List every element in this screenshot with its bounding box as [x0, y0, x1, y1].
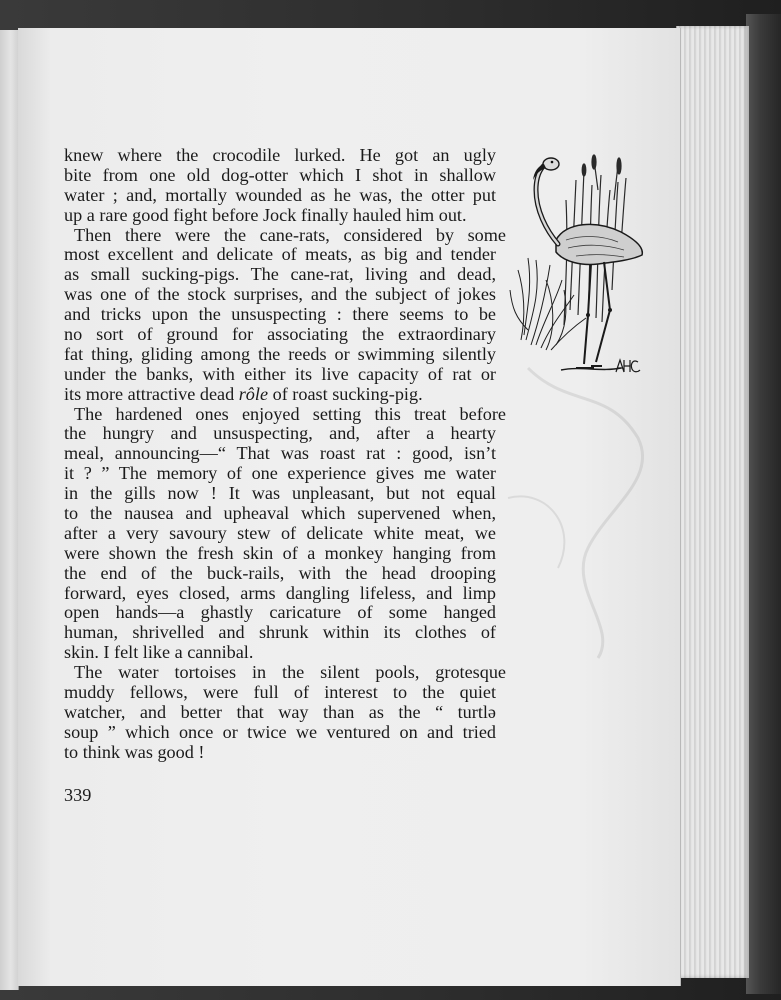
- text-line: as small sucking-pigs. The cane-rat, living and dead,: [64, 264, 496, 285]
- text-line: no sort of ground for associating the extraordinary: [64, 324, 496, 345]
- text-line: knew where the crocodile lurked. He got an ugly: [64, 145, 496, 165]
- text-line: skin. I felt like a cannibal.: [64, 642, 254, 663]
- text-line: it ? ” The memory of one experience gives me water: [64, 463, 496, 484]
- text-line: to the nausea and upheaval which supervened when,: [64, 503, 496, 524]
- book-page: [18, 28, 681, 986]
- grass-clump-icon: [510, 258, 586, 350]
- text-line: meal, announcing—“ That was roast rat : good, isn’t: [64, 443, 496, 464]
- text-line: and tricks upon the unsuspecting : there seems to be: [64, 304, 496, 325]
- text-line: most excellent and delicate of meats, as big and tender: [64, 244, 496, 265]
- text-line: watcher, and better that way than as the “ turtlə: [64, 701, 496, 722]
- body-text: [64, 146, 516, 763]
- text-line: forward, eyes closed, arms dangling lifeless, and limp: [64, 582, 496, 603]
- text-line: after a very savoury stew of delicate white meat, we: [64, 522, 496, 543]
- text-line: open hands—a ghastly caricature of some hanged: [64, 602, 496, 623]
- text-line: fat thing, gliding among the reeds or swimming silently: [64, 343, 496, 364]
- text-line: the end of the buck-rails, with the head drooping: [64, 562, 496, 583]
- text-line: The water tortoises in the silent pools, grotesque: [74, 662, 506, 683]
- text-line: bite from one old dog-otter which I shot in shallow: [64, 164, 496, 185]
- text-line: under the banks, with either its live capacity of rat or: [64, 363, 496, 384]
- text-line: soup ” which once or twice we ventured on and tried: [64, 721, 496, 742]
- text-line: Then there were the cane-rats, considered by some: [74, 224, 506, 245]
- italic-word: rôle: [238, 383, 269, 404]
- text-line: The hardened ones enjoyed setting this treat before: [74, 403, 506, 424]
- page-number: 339: [64, 785, 92, 805]
- flamingo-icon: [533, 158, 642, 368]
- text-line: in the gills now ! It was unpleasant, but not equal: [64, 483, 496, 504]
- text-line: was one of the stock surprises, and the subject of jokes: [64, 284, 496, 305]
- text-line: muddy fellows, were full of interest to the quiet: [64, 682, 496, 703]
- text-line: up a rare good fight before Jock finally hauled him out.: [64, 204, 467, 225]
- artist-monogram-icon: [616, 360, 640, 372]
- page-block-edges: [676, 26, 749, 978]
- text-line: the hungry and unsuspecting, and, after a hearty: [64, 423, 496, 444]
- text-line: its more attractive dead rôle of roast sucking-pig.: [64, 383, 423, 404]
- text-line: were shown the fresh skin of a monkey hanging from: [64, 542, 496, 563]
- text-line: water ; and, mortally wounded as he was, the otter put: [64, 184, 496, 205]
- text-line: to think was good !: [64, 741, 205, 762]
- book-cover-edge: [746, 14, 781, 994]
- flamingo-illustration: [506, 140, 676, 380]
- text-line: human, shrivelled and shrunk within its clothes of: [64, 622, 496, 643]
- facing-page-edge: [0, 30, 19, 990]
